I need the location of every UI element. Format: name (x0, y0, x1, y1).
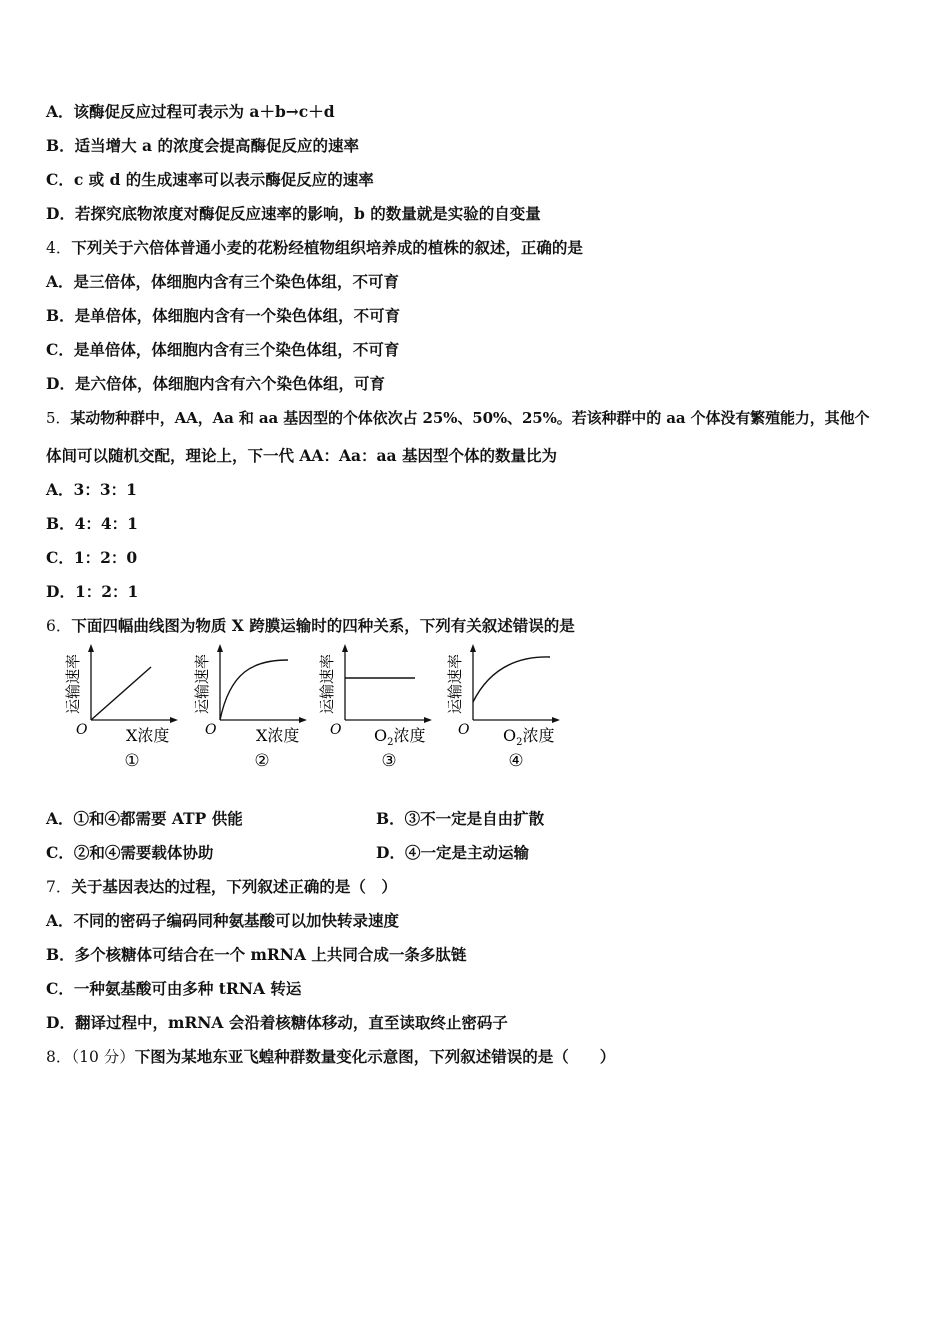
q6-stem: 6．下面四幅曲线图为物质 X 跨膜运输时的四种关系，下列有关叙述错误的是 (46, 616, 575, 635)
q6-graph-4 (446, 644, 560, 771)
q6-graph-2-index: ② (254, 751, 270, 771)
q7-option-d: D．翻译过程中，mRNA 会沿着核糖体移动，直至读取终止密码子 (46, 1013, 508, 1032)
q6-graph-4-index: ④ (508, 751, 524, 771)
q6-graph-3-index: ③ (381, 751, 397, 771)
q6-graph-1-ylabel: 运输速率 (64, 653, 82, 715)
q5-option-d: D．1：2：1 (46, 582, 139, 601)
q4-stem: 4．下列关于六倍体普通小麦的花粉经植物组织培养成的植株的叙述，正确的是 (46, 238, 583, 257)
q6-graph-4-xlabel: $O_2$浓度 (503, 726, 555, 748)
q3-option-c: C．c 或 d 的生成速率可以表示酶促反应的速率 (46, 170, 374, 189)
q7-option-b: B．多个核糖体可结合在一个 mRNA 上共同合成一条多肽链 (46, 945, 467, 964)
q3-option-d: D．若探究底物浓度对酶促反应速率的影响，b 的数量就是实验的自变量 (46, 204, 541, 223)
q8-stem: 8．（10 分）下图为某地东亚飞蝗种群数量变化示意图，下列叙述错误的是（ ） (46, 1047, 616, 1066)
q6-option-b: B．③不一定是自由扩散 (376, 809, 545, 828)
q6-graph-1 (64, 644, 178, 771)
q5-option-a: A．3：3：1 (46, 480, 137, 499)
q6-graph-1-origin: O (76, 722, 88, 738)
q7-option-a: A．不同的密码子编码同种氨基酸可以加快转录速度 (46, 911, 400, 930)
q6-graph-3-ylabel: 运输速率 (318, 653, 336, 715)
q6-graph-2-ylabel: 运输速率 (193, 653, 211, 715)
q5-stem-line1: 5．某动物种群中，AA，Aa 和 aa 基因型的个体依次占 25%、50%、25%。若该种群中的 aa 个体没有繁殖能力，其他个 (46, 409, 870, 427)
q6-graph-1-xlabel: X浓度 (126, 726, 170, 745)
q6-graph-4-curve (473, 657, 550, 702)
q7-option-c: C．一种氨基酸可由多种 tRNA 转运 (46, 979, 302, 998)
q6-graph-3-xlabel: $O_2$浓度 (374, 726, 426, 748)
q6-graph-1-curve (91, 667, 151, 720)
q4-option-b: B．是单倍体，体细胞内含有一个染色体组，不可育 (46, 306, 401, 325)
q4-option-a: A．是三倍体，体细胞内含有三个染色体组，不可育 (46, 272, 400, 291)
q6-graph-2 (193, 644, 307, 771)
q6-option-a: A．①和④都需要 ATP 供能 (46, 809, 243, 828)
q4-option-d: D．是六倍体，体细胞内含有六个染色体组，可育 (46, 374, 385, 393)
q6-option-d: D．④一定是主动运输 (376, 843, 529, 862)
q6-graph-2-origin: O (205, 722, 217, 738)
q5-option-b: B．4：4：1 (46, 514, 138, 533)
q6-graph-1-index: ① (124, 751, 140, 771)
q3-option-b: B．适当增大 a 的浓度会提高酶促反应的速率 (46, 136, 359, 155)
q6-graph-3 (318, 644, 432, 771)
q4-option-c: C．是单倍体，体细胞内含有三个染色体组，不可育 (46, 340, 400, 359)
q5-option-c: C．1：2：0 (46, 548, 138, 567)
q6-graph-4-origin: O (458, 722, 470, 738)
q3-option-a: A．该酶促反应过程可表示为 a＋b→c＋d (46, 102, 335, 121)
q5-stem-line2: 体间可以随机交配，理论上，下一代 AA：Aa：aa 基因型个体的数量比为 (46, 446, 558, 465)
q6-graph-2-xlabel: X浓度 (256, 726, 300, 745)
q6-figure (58, 642, 578, 777)
q6-option-c: C．②和④需要载体协助 (46, 843, 214, 862)
q6-graph-2-curve (220, 660, 288, 720)
q6-graph-3-origin: O (330, 722, 342, 738)
q7-stem: 7．关于基因表达的过程，下列叙述正确的是（ ） (46, 877, 397, 896)
q6-graph-4-ylabel: 运输速率 (446, 653, 464, 715)
